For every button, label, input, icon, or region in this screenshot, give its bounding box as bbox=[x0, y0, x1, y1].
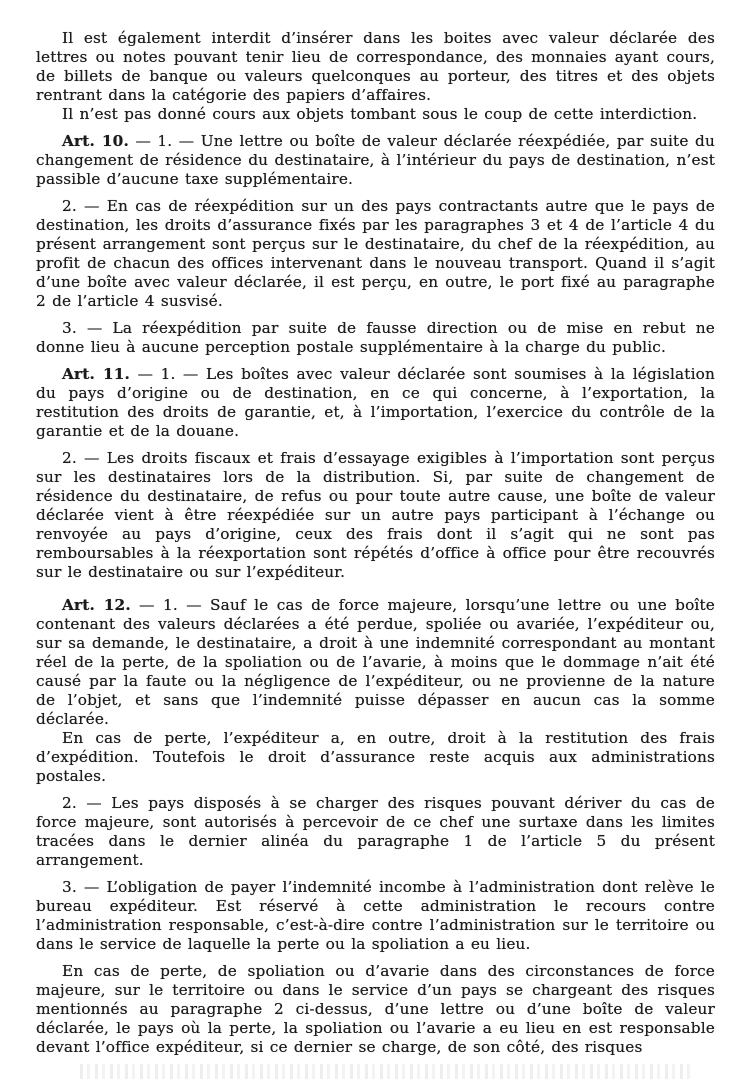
article-12-label: Art. 12. bbox=[62, 596, 131, 614]
article-12-para-3 bbox=[36, 878, 715, 954]
article-10-para-2 bbox=[36, 197, 715, 311]
paragraph-text: — 1. — Une lettre ou boîte de valeur déclarée réexpédiée, par suite du changement de résidence du destinataire, à l’intérieur du pays de destination, n’est passible d’aucune taxe supplémentaire. bbox=[36, 132, 715, 188]
paragraph-text: Il est également interdit d’insérer dans les boites avec valeur déclarée des lettres ou notes pouvant tenir lieu de correspondance, des monnaies ayant cours, de billets de banque ou valeurs quelconques au porteur, des titres et des objets rentrant dans la catégorie des papiers d’affaires. bbox=[36, 29, 715, 104]
paragraph-text: 3. — L’obligation de payer l’indemnité incombe à l’administration dont relève le bureau expéditeur. Est réservé à cette administration le recours contre l’administration responsable, c’est-à-dire contre l’administration sur le territoire ou dans le service de laquelle la perte ou la spoliation a eu lieu. bbox=[36, 878, 715, 953]
paragraph-text: 3. — La réexpédition par suite de fausse direction ou de mise en rebut ne donne lieu à aucune perception postale supplémentaire à la charge du public. bbox=[36, 319, 715, 356]
paragraph-text: 2. — Les pays disposés à se charger des risques pouvant dériver du cas de force majeure, sont autorisés à percevoir de ce chef une surtaxe dans les limites tracées dans le dernier alinéa du paragraphe 1 de l’article 5 du présent arrangement. bbox=[36, 794, 715, 869]
paragraph-text: En cas de perte, l’expéditeur a, en outre, droit à la restitution des frais d’expédition. Toutefois le droit d’assurance reste acquis aux administrations postales. bbox=[36, 729, 715, 785]
paragraph-interdiction-note bbox=[36, 105, 715, 124]
paragraph-text: 2. — En cas de réexpédition sur un des pays contractants autre que le pays de destination, les droits d’assurance fixés par les paragraphes 3 et 4 de l’article 4 du présent arrangement sont perçus sur le destinataire, du chef de la réexpédition, au profit de chacun des offices intervenant dans le nouveau transport. Quand il s’agit d’une boîte avec valeur déclarée, il est perçu, en outre, le port fixé au paragraphe 2 de l’article 4 susvisé. bbox=[36, 197, 715, 310]
article-10-label: Art. 10. bbox=[62, 132, 129, 150]
article-12-para-2 bbox=[36, 794, 715, 870]
article-11-para-1 bbox=[36, 365, 715, 441]
paragraph-text: — 1. — Sauf le cas de force majeure, lorsqu’une lettre ou une boîte contenant des valeurs déclarées a été perdue, spoliée ou avariée, l’expéditeur ou, sur sa demande, le destinataire, a droit à une indemnité correspondant au montant réel de la perte, de la spoliation ou de l’avarie, à moins que le dommage n’ait été causé par la faute ou la négligence de l’expéditeur, ou ne provienne de la nature de l’objet, et sans que l’indemnité puisse dépasser en aucun cas la somme déclarée. bbox=[36, 596, 715, 728]
scan-artifact-band bbox=[80, 1064, 692, 1079]
article-10-para-1 bbox=[36, 132, 715, 189]
article-11-para-2 bbox=[36, 449, 715, 582]
paragraph-interdiction-insertion bbox=[36, 29, 715, 105]
article-10-para-3 bbox=[36, 319, 715, 357]
paragraph-text: 2. — Les droits fiscaux et frais d’essayage exigibles à l’importation sont perçus sur les destinataires lors de la distribution. Si, par suite de changement de résidence du destinataire, de refus ou pour toute autre cause, une boîte de valeur déclarée vient à être réexpédiée sur un autre pays participant à l’échange ou renvoyée au pays d’origine, ceux des frais dont il s’agit qui ne sont pas remboursables à la réexportation sont répétés d’office à office pour être recouvrés sur le destinataire ou sur l’expéditeur. bbox=[36, 449, 715, 581]
paragraph-text: En cas de perte, de spoliation ou d’avarie dans des circonstances de force majeure, sur le territoire ou dans le service d’un pays se chargeant des risques mentionnés au paragraphe 2 ci-dessus, d’une lettre ou d’une boîte de valeur déclarée, le pays où la perte, la spoliation ou l’avarie a eu lieu en est responsable devant l’office expéditeur, si ce dernier se charge, de son côté, des risques bbox=[36, 962, 715, 1056]
article-11-label: Art. 11. bbox=[62, 365, 131, 383]
paragraph-text: — 1. — Les boîtes avec valeur déclarée sont soumises à la législation du pays d’origine ou de destination, en ce qui concerne, à l’exportation, la restitution des droits de garantie, et, à l’importation, l’exercice du contrôle de la garantie et de la douane. bbox=[36, 365, 715, 440]
article-12-force-majeure-note bbox=[36, 962, 715, 1057]
article-12-restitution-note bbox=[36, 729, 715, 786]
paragraph-text: Il n’est pas donné cours aux objets tombant sous le coup de cette interdiction. bbox=[62, 105, 698, 123]
article-12-para-1 bbox=[36, 596, 715, 729]
